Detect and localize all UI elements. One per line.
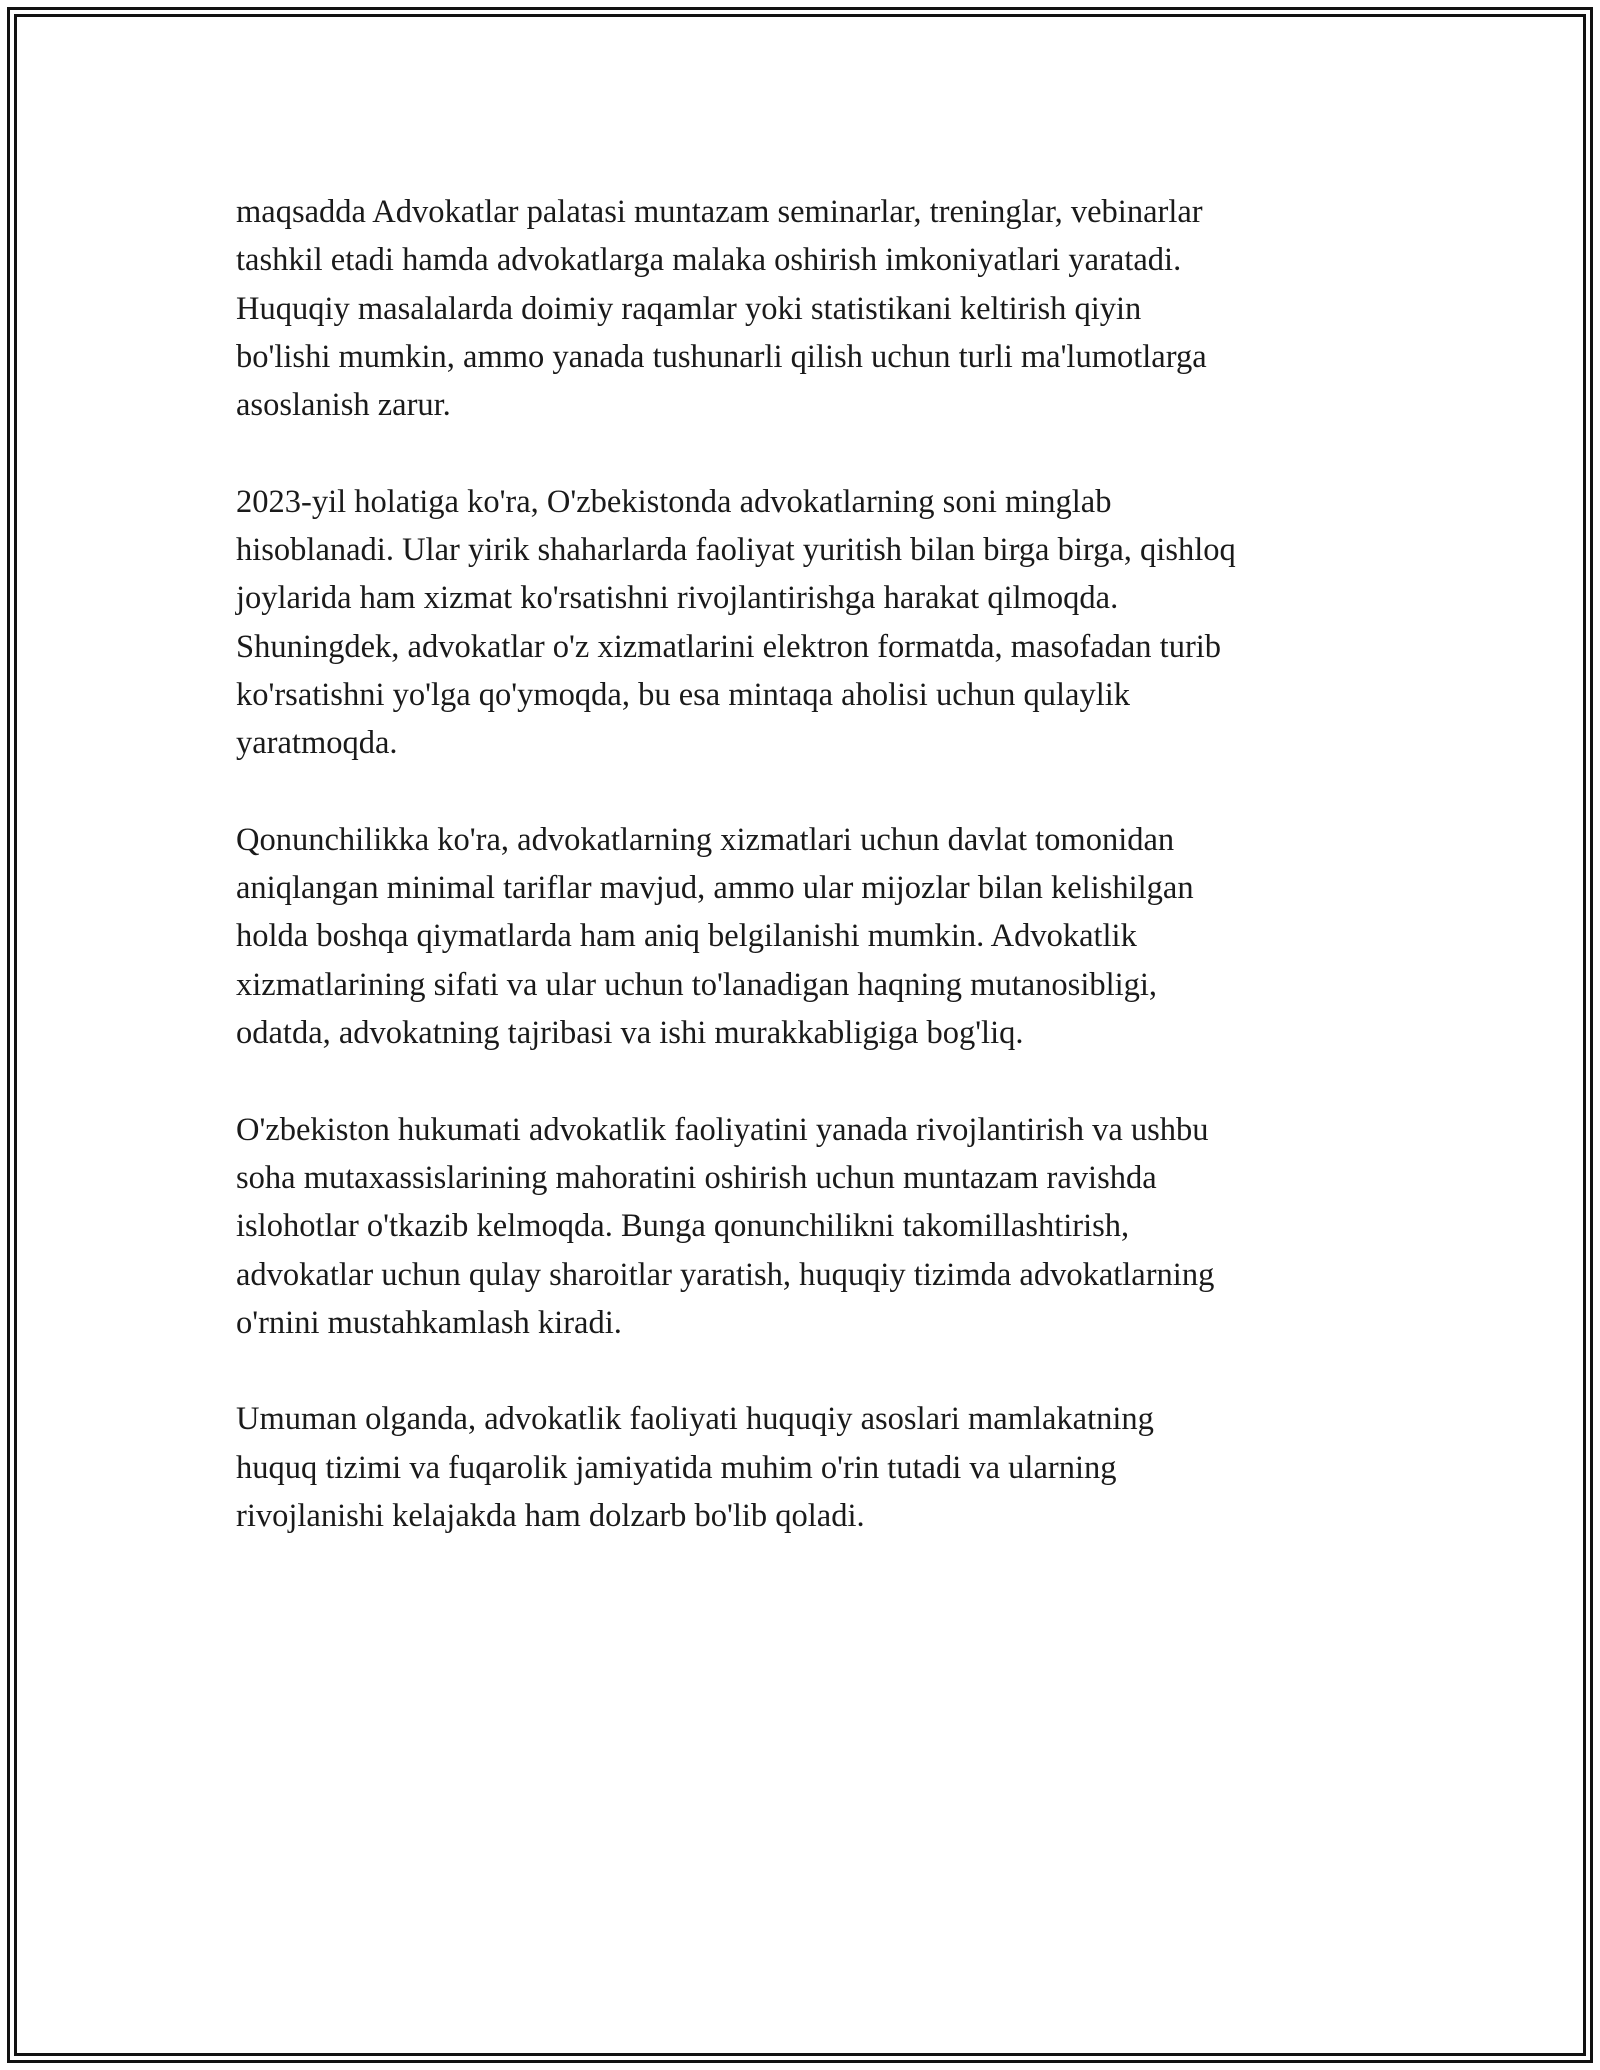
paragraph-3: Qonunchilikka ko'ra, advokatlarning xizmatlari uchun davlat tomonidan aniqlangan minimal tariflar mavjud, ammo ular mijozlar bilan kelishilgan holda boshqa qiymatlarda ham aniq belgilanishi mumkin. Advokatlik xizmatlarining sifati va ular uchun to'lanadigan haqning mutanosibligi, odatda, advokatning tajribasi va ishi murakkabligiga bog'liq. <box>236 821 1194 1052</box>
document-body <box>236 188 1386 1589</box>
paragraph-5: Umuman olganda, advokatlik faoliyati huquqiy asoslari mamlakatning huquq tizimi va fuqarolik jamiyatida muhim o'rin tutadi va ularning rivojlanishi kelajakda ham dolzarb bo'lib qoladi. <box>236 1401 1154 1535</box>
paragraph-4: O'zbekiston hukumati advokatlik faoliyatini yanada rivojlantirish va ushbu soha mutaxassislarining mahoratini oshirish uchun muntazam ravishda islohotlar o'tkazib kelmoqda. Bunga qonunchilikni takomillashtirish, advokatlar uchun qulay sharoitlar yaratish, huquqiy tizimda advokatlarning o'rnini mustahkamlash kiradi. <box>236 1111 1215 1341</box>
paragraph-2: 2023-yil holatiga ko'ra, O'zbekistonda advokatlarning soni minglab hisoblanadi. Ular yirik shaharlarda faoliyat yuritish bilan birga birga, qishloq joylarida ham xizmat ko'rsatishni rivojlantirishga harakat qilmoqda. Shuningdek, advokatlar o'z xizmatlarini elektron formatda, masofadan turib ko'rsatishni yo'lga qo'ymoqda, bu esa mintaqa aholisi uchun qulaylik yaratmoqda. <box>236 483 1236 762</box>
paragraph-1: maqsadda Advokatlar palatasi muntazam seminarlar, treninglar, vebinarlar tashkil etadi hamda advokatlarga malaka oshirish imkoniyatlari yaratadi. Huquqiy masalalarda doimiy raqamlar yoki statistikani keltirish qiyin bo'lishi mumkin, ammo yanada tushunarli qilish uchun turli ma'lumotlarga asoslanish zarur. <box>236 194 1207 424</box>
